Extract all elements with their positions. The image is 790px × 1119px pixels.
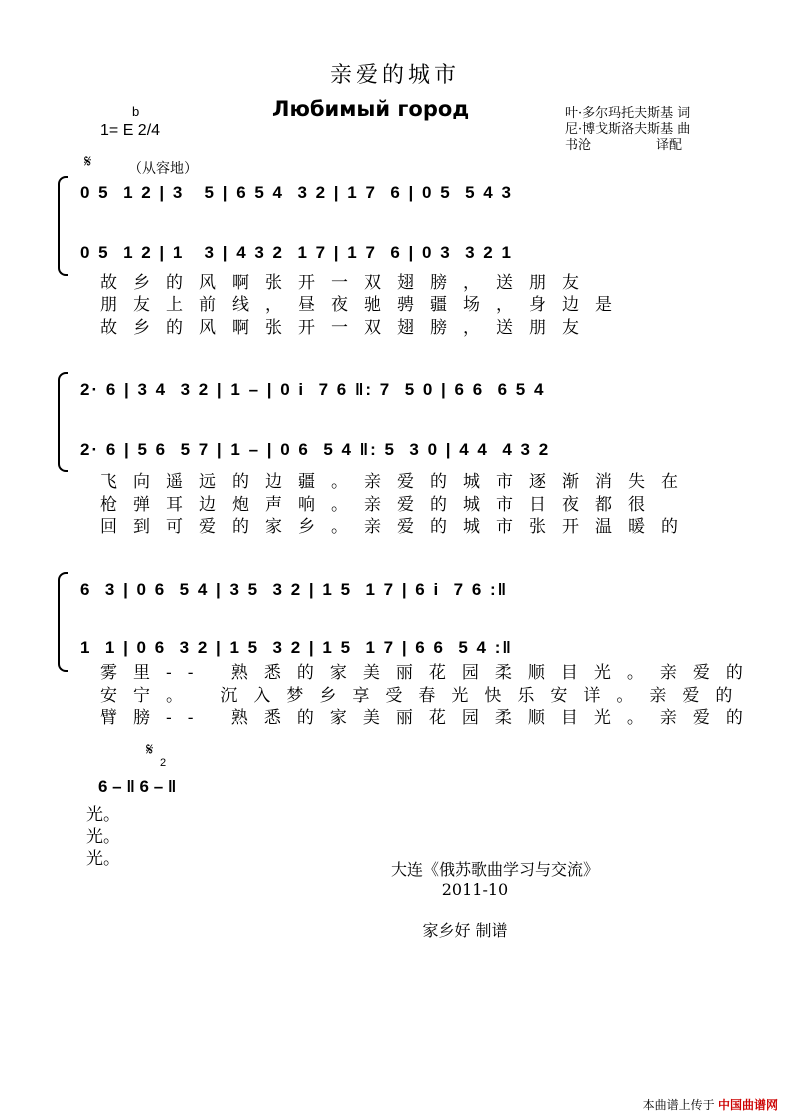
- site-watermark: 本曲谱上传于 中国曲谱网: [642, 1098, 778, 1112]
- lyric-3-verse3: 臂膀-- 熟悉的家美丽花园柔顺目光。亲爱的: [100, 708, 759, 728]
- lyric-1-verse1: 故乡的风啊张开一双翅膀，送朋友: [100, 273, 595, 293]
- notes-upper-3: 6 3 | 0 6 5 4 | 3 5 3 2 | 1 5 1 7 | 6 i 7 6 :‖: [80, 580, 509, 599]
- lyric-1-verse2: 朋友上前线，昼夜驰骋疆场，身边是: [100, 295, 628, 315]
- volta-2-label: 2: [160, 757, 167, 769]
- notes-upper-1: 0 5 1 2 | 3 5 | 6 5 4 3 2 | 1 7 6 | 0 5 5 4 3: [80, 183, 513, 202]
- key-signature: 1= E 2/4: [100, 122, 161, 139]
- ending-notes: 6 – ‖ 6 – ‖: [98, 777, 177, 796]
- segno-icon: 𝄋: [84, 152, 92, 172]
- notes-upper-2: 2· 6 | 3 4 3 2 | 1 – | 0 i 7 6 ‖: 7 5 0 | 6 6 6 5 4: [80, 380, 546, 399]
- ending-lyric-3: 光。: [86, 849, 120, 869]
- lyric-2-verse2: 枪弹耳边炮声响。亲爱的城市日夜都很: [100, 495, 661, 515]
- system-brace: [58, 572, 68, 672]
- segno-icon: 𝄋: [146, 740, 154, 760]
- lyric-2-verse3: 回到可爱的家乡。亲爱的城市张开温暖的: [100, 517, 694, 537]
- footer-date: 2011-10: [441, 880, 509, 899]
- lyric-1-verse3: 故乡的风啊张开一双翅膀，送朋友: [100, 318, 595, 338]
- footer-arranger: 家乡好 制谱: [422, 921, 508, 940]
- flat-sign: b: [132, 104, 140, 119]
- system-brace: [58, 176, 68, 276]
- credit-composer: 尼·博戈斯洛夫斯基 曲: [565, 122, 691, 137]
- lyric-3-verse2: 安宁。 沉入梦乡享受春光快乐安详。亲爱的: [100, 686, 749, 706]
- lyric-3-verse1: 雾里-- 熟悉的家美丽花园柔顺目光。亲爱的: [100, 663, 759, 683]
- song-title: 亲爱的城市: [329, 63, 460, 88]
- notes-lower-3: 1 1 | 0 6 3 2 | 1 5 3 2 | 1 5 1 7 | 6 6 5 4 :‖: [80, 638, 513, 657]
- ending-lyric-1: 光。: [86, 805, 120, 825]
- russian-title: Любимый город: [272, 97, 470, 121]
- credit-translator: 书沧 译配: [565, 138, 683, 153]
- notes-lower-2: 2· 6 | 5 6 5 7 | 1 – | 0 6 5 4 ‖: 5 3 0 | 4 4 4 3 2: [80, 440, 551, 459]
- footer-source: 大连《俄苏歌曲学习与交流》: [390, 860, 599, 879]
- ending-lyric-2: 光。: [86, 827, 120, 847]
- system-brace: [58, 372, 68, 472]
- lyric-2-verse1: 飞向遥远的边疆。亲爱的城市逐渐消失在: [100, 472, 694, 492]
- tempo-note: （从容地）: [128, 161, 198, 177]
- notes-lower-1: 0 5 1 2 | 1 3 | 4 3 2 1 7 | 1 7 6 | 0 3 3 2 1: [80, 243, 513, 262]
- credit-lyricist: 叶·多尔玛托夫斯基 词: [565, 106, 691, 121]
